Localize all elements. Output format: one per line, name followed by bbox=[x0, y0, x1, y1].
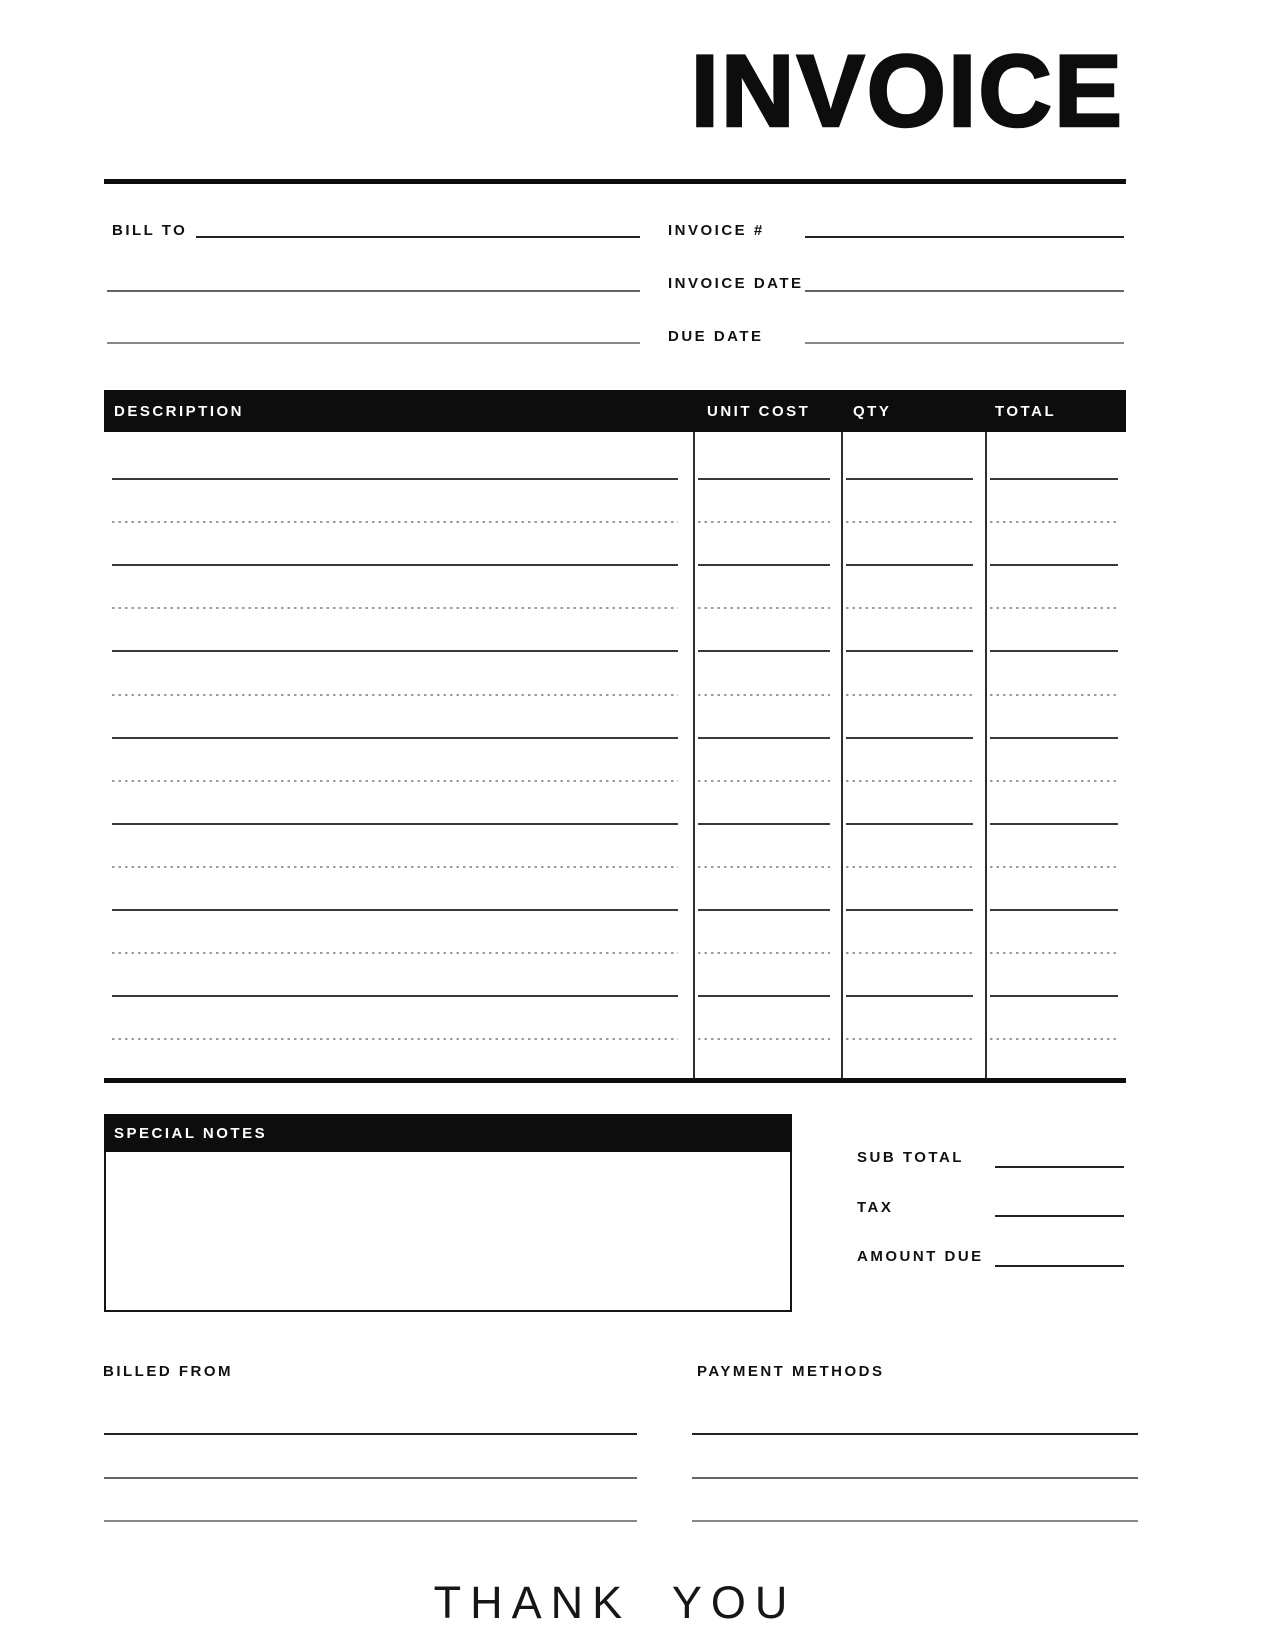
billed-from-line-3[interactable] bbox=[104, 1520, 637, 1522]
item-row-line[interactable] bbox=[112, 478, 678, 480]
item-row-line[interactable] bbox=[990, 478, 1118, 480]
subtotal-line[interactable] bbox=[995, 1166, 1124, 1168]
item-row-line[interactable] bbox=[846, 521, 973, 523]
bill-to-line-2[interactable] bbox=[107, 290, 640, 292]
item-row-line[interactable] bbox=[990, 521, 1118, 523]
thank-you-text: THANK YOU bbox=[433, 1577, 797, 1628]
item-row-line[interactable] bbox=[990, 952, 1118, 954]
invoice-number-line[interactable] bbox=[805, 236, 1124, 238]
item-row-line[interactable] bbox=[990, 780, 1118, 782]
item-row-line[interactable] bbox=[846, 866, 973, 868]
item-row-line[interactable] bbox=[990, 737, 1118, 739]
item-row-line[interactable] bbox=[846, 564, 973, 566]
bill-to-line-1[interactable] bbox=[196, 236, 640, 238]
due-date-line[interactable] bbox=[805, 342, 1124, 344]
item-row-line[interactable] bbox=[698, 478, 830, 480]
bill-to-label: BILL TO bbox=[112, 222, 188, 239]
item-row-line[interactable] bbox=[112, 866, 678, 868]
item-row-line[interactable] bbox=[112, 521, 678, 523]
billed-from-label: BILLED FROM bbox=[103, 1363, 233, 1380]
item-row-line[interactable] bbox=[698, 1038, 830, 1040]
column-header-unit-cost: UNIT COST bbox=[707, 403, 811, 420]
item-row-line[interactable] bbox=[990, 823, 1118, 825]
billed-from-line-1[interactable] bbox=[104, 1433, 637, 1435]
item-row-line[interactable] bbox=[112, 952, 678, 954]
item-row-line[interactable] bbox=[698, 650, 830, 652]
column-divider bbox=[985, 432, 987, 1078]
item-row-line[interactable] bbox=[846, 1038, 973, 1040]
item-row-line[interactable] bbox=[846, 650, 973, 652]
column-header-description: DESCRIPTION bbox=[114, 403, 245, 420]
column-header-qty: QTY bbox=[853, 403, 892, 420]
item-row-line[interactable] bbox=[846, 607, 973, 609]
item-row-line[interactable] bbox=[846, 737, 973, 739]
item-row-line[interactable] bbox=[698, 564, 830, 566]
item-row-line[interactable] bbox=[990, 995, 1118, 997]
item-row-line[interactable] bbox=[698, 952, 830, 954]
tax-label: TAX bbox=[857, 1199, 894, 1216]
item-row-line[interactable] bbox=[112, 909, 678, 911]
invoice-number-label: INVOICE # bbox=[668, 222, 765, 239]
item-row-line[interactable] bbox=[112, 780, 678, 782]
due-date-label: DUE DATE bbox=[668, 328, 764, 345]
top-divider bbox=[104, 179, 1126, 184]
item-row-line[interactable] bbox=[846, 780, 973, 782]
payment-methods-line-3[interactable] bbox=[692, 1520, 1138, 1522]
special-notes-box[interactable] bbox=[104, 1152, 792, 1312]
item-row-line[interactable] bbox=[112, 650, 678, 652]
item-row-line[interactable] bbox=[698, 694, 830, 696]
column-divider bbox=[841, 432, 843, 1078]
payment-methods-line-2[interactable] bbox=[692, 1477, 1138, 1479]
item-row-line[interactable] bbox=[112, 1038, 678, 1040]
special-notes-label: SPECIAL NOTES bbox=[114, 1125, 268, 1142]
item-row-line[interactable] bbox=[846, 995, 973, 997]
item-row-line[interactable] bbox=[112, 607, 678, 609]
item-row-line[interactable] bbox=[990, 607, 1118, 609]
bill-to-line-3[interactable] bbox=[107, 342, 640, 344]
item-row-line[interactable] bbox=[846, 952, 973, 954]
column-header-total: TOTAL bbox=[995, 403, 1057, 420]
item-row-line[interactable] bbox=[990, 909, 1118, 911]
item-row-line[interactable] bbox=[698, 995, 830, 997]
item-row-line[interactable] bbox=[990, 1038, 1118, 1040]
item-row-line[interactable] bbox=[112, 823, 678, 825]
item-row-line[interactable] bbox=[698, 780, 830, 782]
item-row-line[interactable] bbox=[698, 737, 830, 739]
amount-due-line[interactable] bbox=[995, 1265, 1124, 1267]
item-row-line[interactable] bbox=[990, 866, 1118, 868]
amount-due-label: AMOUNT DUE bbox=[857, 1248, 984, 1265]
item-row-line[interactable] bbox=[846, 478, 973, 480]
item-row-line[interactable] bbox=[112, 694, 678, 696]
item-row-line[interactable] bbox=[698, 521, 830, 523]
column-divider bbox=[693, 432, 695, 1078]
item-row-line[interactable] bbox=[990, 694, 1118, 696]
item-row-line[interactable] bbox=[846, 909, 973, 911]
invoice-date-label: INVOICE DATE bbox=[668, 275, 804, 292]
items-table-header bbox=[104, 390, 1126, 432]
item-row-line[interactable] bbox=[698, 607, 830, 609]
item-row-line[interactable] bbox=[990, 650, 1118, 652]
invoice-title: INVOICE bbox=[690, 34, 1124, 148]
item-row-line[interactable] bbox=[698, 909, 830, 911]
subtotal-label: SUB TOTAL bbox=[857, 1149, 964, 1166]
item-row-line[interactable] bbox=[112, 564, 678, 566]
item-row-line[interactable] bbox=[698, 866, 830, 868]
special-notes-header bbox=[104, 1114, 792, 1152]
item-row-line[interactable] bbox=[846, 823, 973, 825]
item-row-line[interactable] bbox=[698, 823, 830, 825]
item-row-line[interactable] bbox=[990, 564, 1118, 566]
billed-from-line-2[interactable] bbox=[104, 1477, 637, 1479]
item-row-line[interactable] bbox=[846, 694, 973, 696]
items-table-body bbox=[104, 432, 1126, 1078]
item-row-line[interactable] bbox=[112, 737, 678, 739]
table-bottom-divider bbox=[104, 1078, 1126, 1083]
payment-methods-line-1[interactable] bbox=[692, 1433, 1138, 1435]
invoice-date-line[interactable] bbox=[805, 290, 1124, 292]
payment-methods-label: PAYMENT METHODS bbox=[697, 1363, 885, 1380]
tax-line[interactable] bbox=[995, 1215, 1124, 1217]
item-row-line[interactable] bbox=[112, 995, 678, 997]
